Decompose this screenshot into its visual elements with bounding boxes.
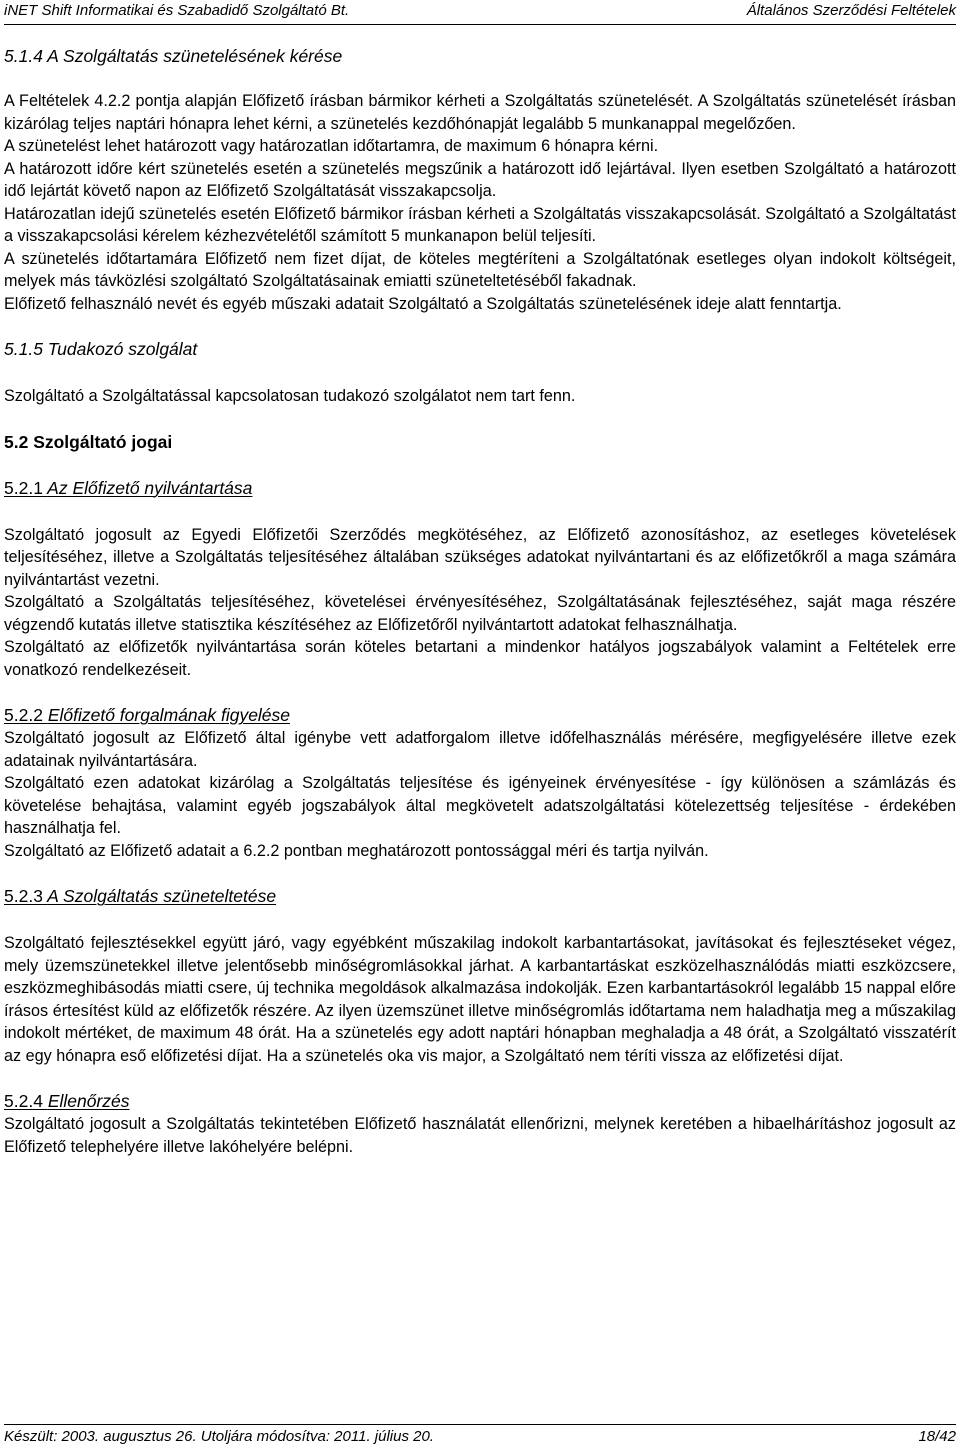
section-5-2-4-paragraph: Szolgáltató jogosult a Szolgáltatás tekintetében Előfizető használatát ellenőrizni, melynek keretében a hibaelhárításhoz jogosult az Előfizető telephelyére illetve lakóhelyére belépni. (4, 1115, 956, 1156)
section-5-1-4-paragraph: A szünetelést lehet határozott vagy határozatlan időtartamra, de maximum 6 hónapra kérni. (4, 137, 659, 155)
section-5-2-heading: 5.2 Szolgáltató jogai (4, 431, 173, 452)
section-5-2-2-paragraph: Szolgáltató ezen adatokat kizárólag a Szolgáltatás teljesítése és igényeinek érvényesítése - így különösen a számlázás és követelése behajtása, valamint egyéb jogszabályok által megkövetelt adatszolgáltatási kötelezettség teljesítése - érdekében használhatja fel. (4, 774, 956, 837)
footer-dates: Készült: 2003. augusztus 26. Utoljára módosítva: 2011. július 20. (4, 1428, 434, 1445)
section-5-2-2-paragraph: Szolgáltató az Előfizető adatait a 6.2.2 pontban meghatározott pontossággal méri és tartja nyilván. (4, 841, 709, 860)
section-5-1-4-paragraph: A szünetelés időtartamára Előfizető nem fizet díjat, de köteles megtéríteni a Szolgáltatónak esetleges olyan indokolt költségeit, melyek más távközlési szolgáltató Szolgáltatásainak emiatti szüneteltetéséből fakadnak. (4, 249, 956, 290)
section-5-1-5-paragraph: Szolgáltató a Szolgáltatással kapcsolatosan tudakozó szolgálatot nem tart fenn. (4, 387, 576, 405)
section-5-2-2-heading: 5.2.2 Előfizető forgalmának figyelése (4, 705, 291, 725)
page-header (4, 0, 956, 25)
page-number: 18/42 (918, 1428, 956, 1445)
section-5-1-4-paragraph: Előfizető felhasználó nevét és egyéb műszaki adatait Szolgáltató a Szolgáltatás szünetelésének ideje alatt fenntartja. (4, 294, 842, 313)
section-5-2-1-paragraph: Szolgáltató jogosult az Egyedi Előfizetői Szerződés megkötéséhez, az Előfizető azonosításhoz, az esetleges követelések teljesítéséhez, illetve a Szolgáltatás teljesítéséhez általában szükséges adatokat nyilvántartani és az előfizetőkről a maga számára nyilvántartást vezetni. (4, 525, 956, 589)
section-5-2-1-heading: 5.2.1 Az Előfizető nyilvántartása (4, 477, 253, 498)
section-5-2-4-heading: 5.2.4 Ellenőrzés (4, 1091, 130, 1111)
page-footer (4, 1424, 956, 1447)
section-5-1-5-heading: 5.1.5 Tudakozó szolgálat (4, 339, 198, 359)
section-5-2-3-heading: 5.2.3 A Szolgáltatás szüneteltetése (4, 886, 277, 906)
section-5-1-4-paragraph: A Feltételek 4.2.2 pontja alapján Előfizető írásban bármikor kérheti a Szolgáltatás szünetelését. A Szolgáltatás szünetelését írásban kizárólag teljes naptári hónapra lehet kérni, a szünetelés kezdőhónapját legalább 5 munkanappal megelőzően. (4, 92, 956, 133)
section-5-1-4-paragraph: Határozatlan idejű szünetelés esetén Előfizető bármikor írásban kérheti a Szolgáltatás visszakapcsolását. Szolgáltató a Szolgáltatást a visszakapcsolási kérelem kézhezvételétől számított 5 munkanapon belül teljesíti. (4, 204, 956, 245)
section-5-2-1-paragraph: Szolgáltató az előfizetők nyilvántartása során köteles betartani a mindenkor hatályos jogszabályok valamint a Feltételek erre vonatkozó rendelkezéseit. (4, 638, 956, 679)
section-5-2-1-paragraph: Szolgáltató a Szolgáltatás teljesítéséhez, követelései érvényesítéséhez, Szolgáltatásának fejlesztéséhez, saját maga részére végzendő kutatás illetve statisztika készítéséhez az Előfizetőről nyilvántartott adatokat felhasználhatja. (4, 593, 956, 634)
section-5-2-2-paragraph: Szolgáltató jogosult az Előfizető által igénybe vett adatforgalom illetve időfelhasználás mérésére, megfigyelésére illetve ezek adatainak nyilvántartására. (4, 729, 956, 770)
header-company: iNET Shift Informatikai és Szabadidő Szolgáltató Bt. (4, 2, 350, 19)
header-doc-title: Általános Szerződési Feltételek (746, 2, 956, 19)
section-5-1-4-heading: 5.1.4 A Szolgáltatás szünetelésének kérése (4, 46, 343, 66)
section-5-1-4-paragraph: A határozott időre kért szünetelés esetén a szünetelés megszűnik a határozott idő lejártával. Ilyen esetben Szolgáltató a határozott idő lejártát követő napon az Előfizető Szolgáltatását visszakapcsolja. (4, 159, 956, 200)
document-body (4, 44, 956, 1158)
section-5-2-3-paragraph: Szolgáltató fejlesztésekkel együtt járó, vagy egyébként műszakilag indokolt karbantartásokat, javításokat és fejlesztéseket végez, mely üzemszünetekkel illetve jelentősebb minőségromlásokkal járhat. A karbantartáskat eszközelhasználódás miatti eszközcsere, eszközmeghibásodás miatti csere, új technika megoldások alkalmazása indokolják. Ezen karbantartásokról legalább 15 nappal előre írásos értesítést küld az előfizetők részére. Az ilyen üzemszünet illetve minőségromlás időtartama nem haladhatja meg a műszakilag indokolt mértéket, de maximum 48 órát. Ha a szünetelés egy adott naptári hónapban meghaladja a 48 órát, a Szolgáltató visszatérít az egy hónapra eső előfizetési díjat. Ha a szünetelés oka vis major, a Szolgáltató nem téríti vissza az előfizetési díjat. (4, 934, 956, 1065)
